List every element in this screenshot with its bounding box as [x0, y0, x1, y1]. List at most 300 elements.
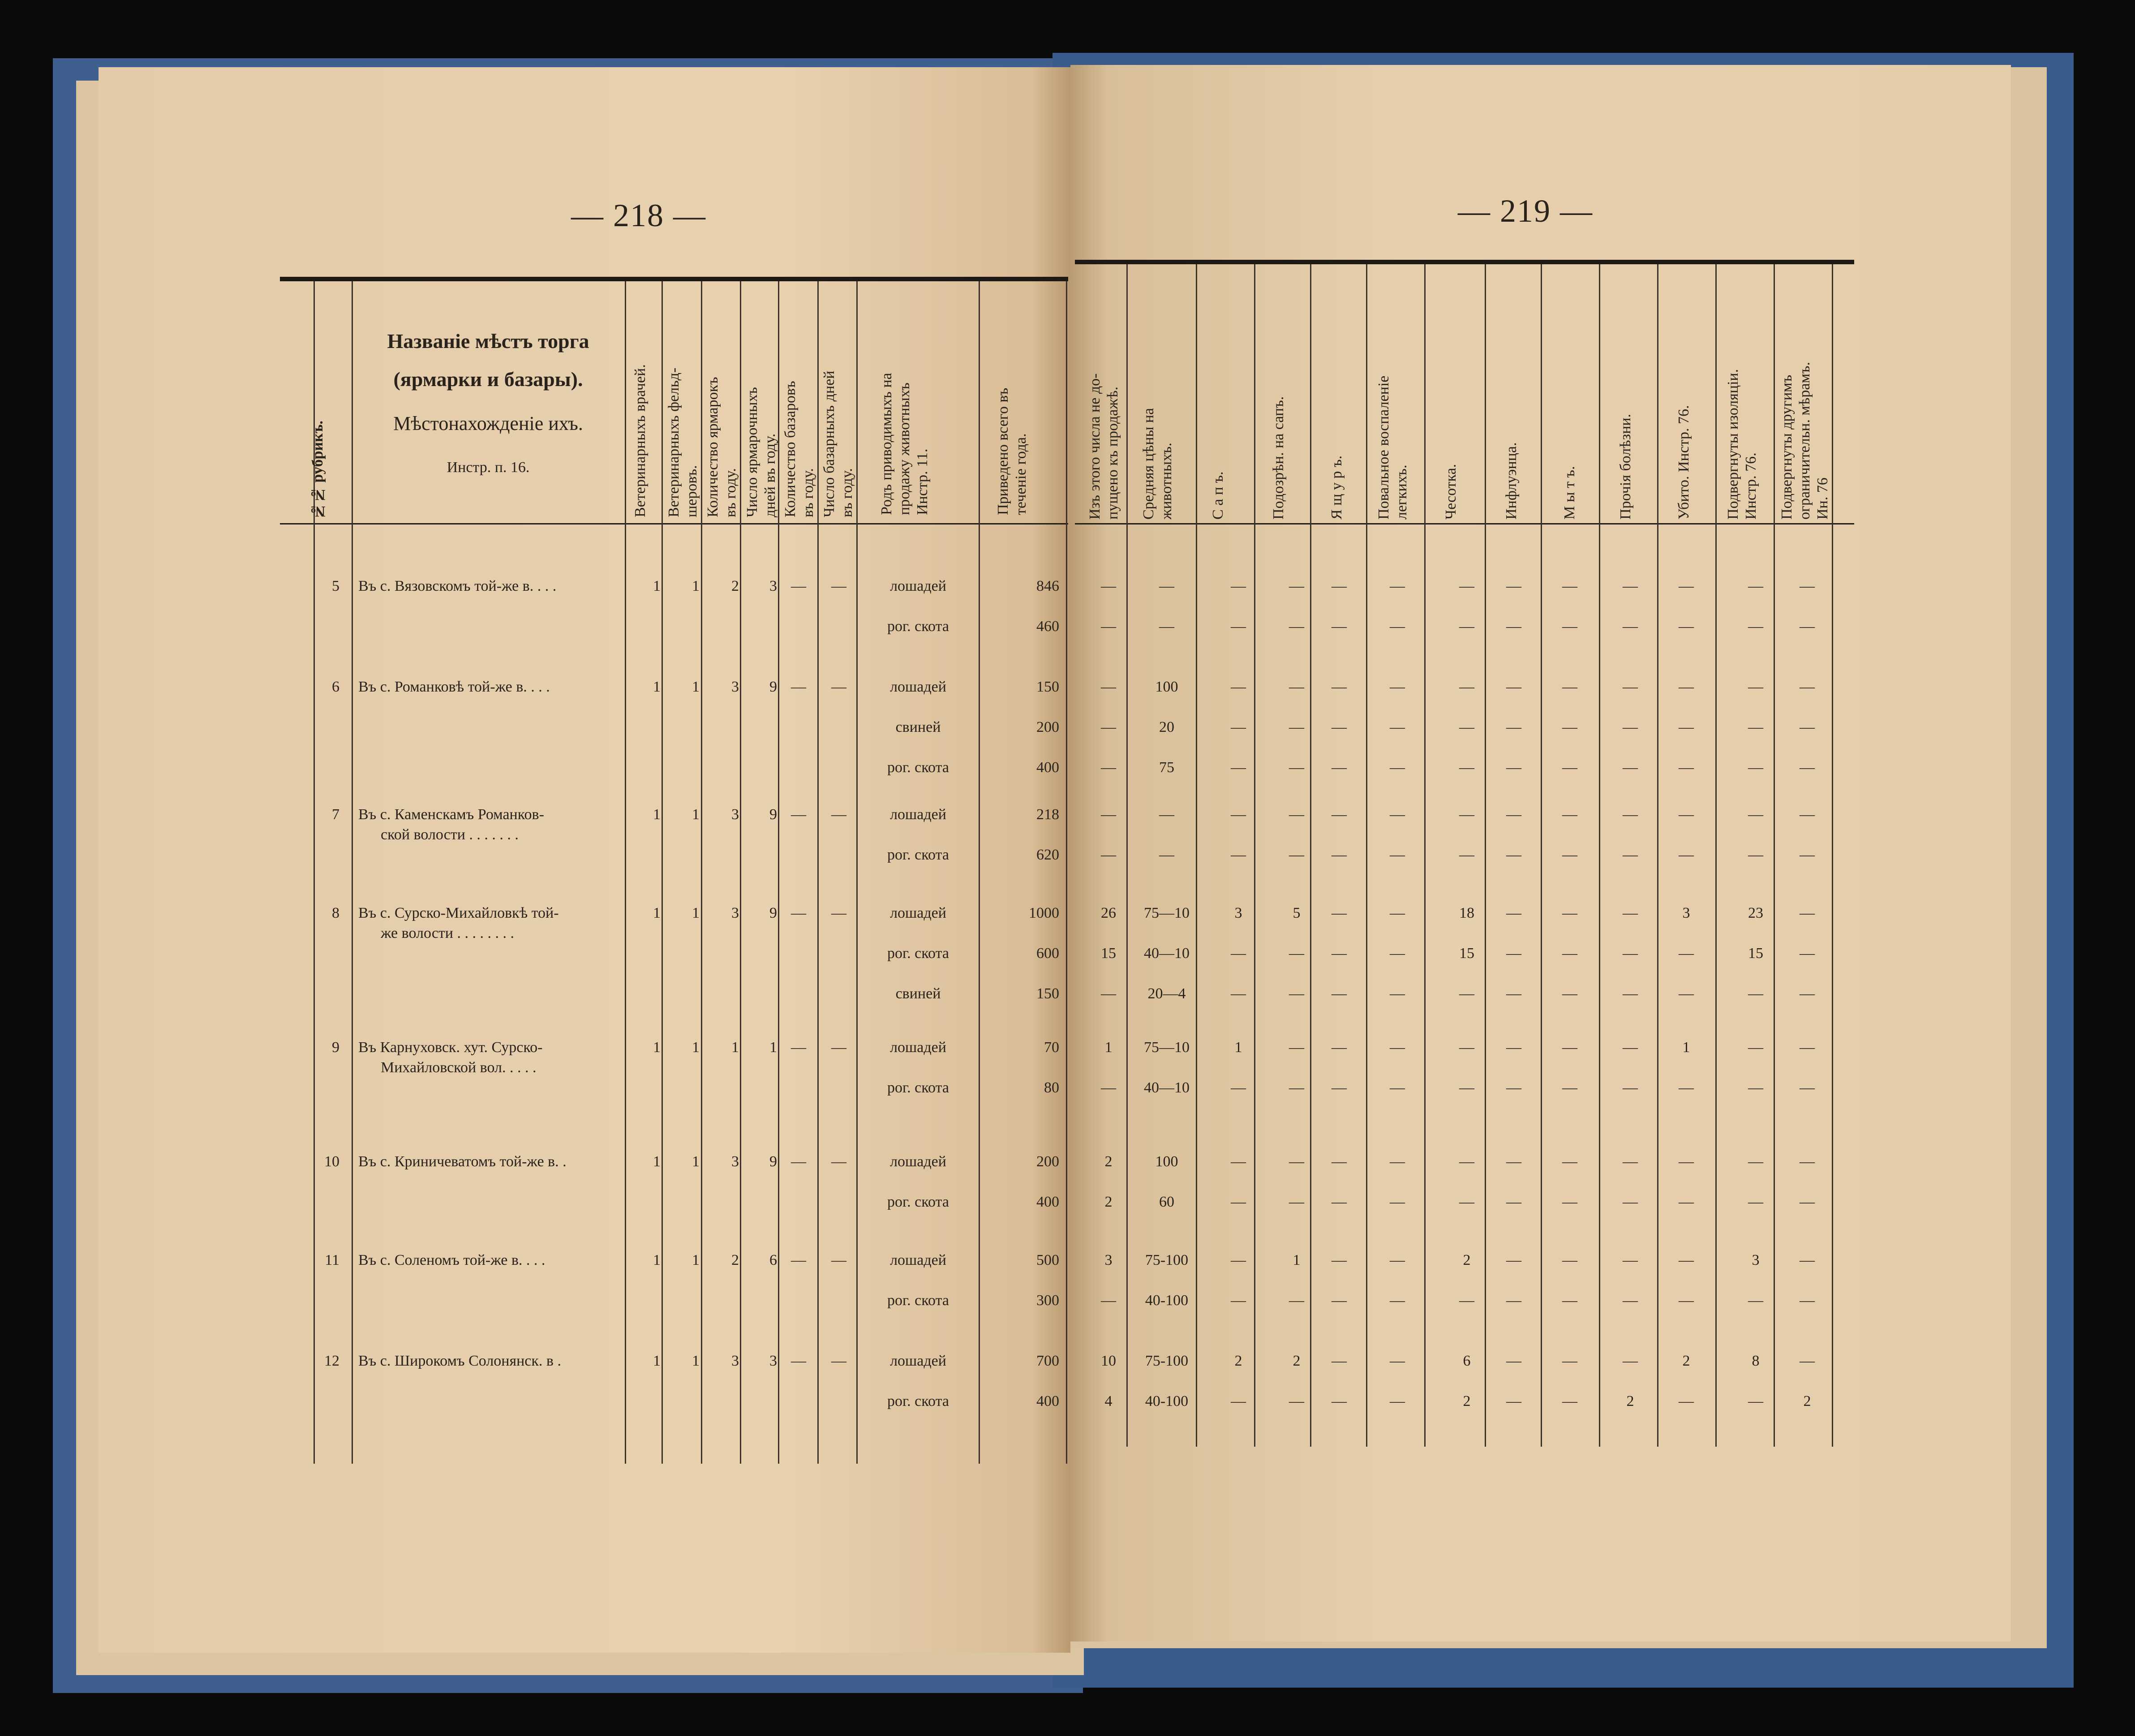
right-cell: —	[1231, 945, 1246, 962]
right-cell: —	[1289, 1292, 1304, 1309]
right-cell: —	[1332, 1252, 1347, 1268]
right-cell: —	[1231, 1252, 1246, 1268]
right-cell: —	[1562, 985, 1577, 1002]
right-cell: 40—10	[1144, 945, 1190, 962]
right-cell: —	[1800, 618, 1815, 635]
right-cell: —	[1679, 1252, 1694, 1268]
column-divider	[1196, 264, 1197, 1447]
right-cell: —	[1101, 985, 1116, 1002]
right-cell: —	[1623, 679, 1638, 695]
header-fairs-count: Количество ярмарокъ въ году.	[705, 377, 739, 517]
right-cell: —	[1679, 679, 1694, 695]
cell-vd: 1	[653, 679, 661, 695]
right-cell: —	[1506, 759, 1521, 776]
cell-fd: 3	[769, 1353, 777, 1369]
right-cell: 40-100	[1145, 1292, 1189, 1309]
cell-bc: —	[791, 1353, 806, 1369]
right-cell: —	[1562, 1292, 1577, 1309]
column-divider	[1126, 264, 1128, 1447]
right-cell: —	[1562, 1194, 1577, 1210]
cell-bc: —	[791, 679, 806, 695]
place-name-cont: ской волости . . . . . . .	[381, 826, 519, 843]
right-cell: 3	[1752, 1252, 1760, 1268]
animal-kind: лошадей	[890, 1153, 946, 1170]
right-cell: —	[1748, 719, 1763, 735]
cell-fc: 3	[731, 806, 739, 823]
right-cell: —	[1390, 1153, 1405, 1170]
right-cell: —	[1679, 618, 1694, 635]
right-cell: —	[1562, 905, 1577, 921]
right-cell: —	[1231, 806, 1246, 823]
animal-kind: рог. скота	[887, 1079, 949, 1096]
right-cell: —	[1332, 985, 1347, 1002]
column-divider	[740, 281, 741, 1464]
right-page-number: — 219 —	[1458, 193, 1593, 229]
right-cell: —	[1459, 679, 1474, 695]
header-animal-kind: Родъ приводимыхъ на продажу животныхъ Инстр. 11.	[878, 373, 931, 515]
right-cell: —	[1506, 679, 1521, 695]
right-cell: —	[1623, 1252, 1638, 1268]
brought-total: 200	[1036, 1153, 1059, 1170]
right-cell: 5	[1293, 905, 1301, 921]
right-cell: —	[1459, 985, 1474, 1002]
column-divider	[1424, 264, 1426, 1447]
right-cell: —	[1289, 1079, 1304, 1096]
right-cell: 1	[1293, 1252, 1301, 1268]
brought-total: 200	[1036, 719, 1059, 735]
right-cell: —	[1332, 1153, 1347, 1170]
cell-vd: 1	[653, 1153, 661, 1170]
cell-fc: 3	[731, 679, 739, 695]
right-cell: —	[1506, 719, 1521, 735]
header-rubric: №№ рубрикъ.	[309, 421, 326, 520]
brought-total: 400	[1036, 759, 1059, 776]
right-cell: —	[1289, 1039, 1304, 1056]
brought-total: 500	[1036, 1252, 1059, 1268]
right-cell: —	[1506, 985, 1521, 1002]
right-cell: —	[1231, 1153, 1246, 1170]
right-cell: 2	[1463, 1252, 1471, 1268]
right-cell: —	[1748, 847, 1763, 863]
right-cell: 2	[1463, 1393, 1471, 1409]
place-name-cont: Михайловской вол. . . . .	[381, 1059, 537, 1076]
right-cell: 2	[1234, 1353, 1242, 1369]
right-cell: —	[1800, 719, 1815, 735]
right-cell: —	[1231, 985, 1246, 1002]
right-cell: —	[1101, 806, 1116, 823]
right-cell: —	[1159, 618, 1174, 635]
right-cell: —	[1231, 847, 1246, 863]
right-cell: —	[1679, 1194, 1694, 1210]
right-cell: —	[1289, 806, 1304, 823]
header-killed: Убито. Инстр. 76.	[1675, 405, 1692, 520]
right-cell: 60	[1159, 1194, 1174, 1210]
cell-fc: 3	[731, 1353, 739, 1369]
rubric-number: 12	[324, 1353, 339, 1369]
right-cell: —	[1101, 679, 1116, 695]
cell-bc: —	[791, 905, 806, 921]
column-divider	[1541, 264, 1542, 1447]
right-cell: —	[1623, 806, 1638, 823]
column-divider	[1715, 264, 1717, 1447]
cell-vf: 1	[692, 806, 700, 823]
right-cell: —	[1748, 1194, 1763, 1210]
right-cell: —	[1562, 759, 1577, 776]
right-cell: 40-100	[1145, 1393, 1189, 1409]
right-cell: 75—10	[1144, 905, 1190, 921]
right-cell: —	[1748, 1079, 1763, 1096]
right-cell: 100	[1155, 1153, 1178, 1170]
cell-fd: 6	[769, 1252, 777, 1268]
right-cell: 1	[1234, 1039, 1242, 1056]
right-cell: —	[1289, 719, 1304, 735]
right-cell: —	[1506, 1353, 1521, 1369]
animal-kind: свиней	[895, 985, 941, 1002]
right-cell: —	[1332, 1194, 1347, 1210]
right-cell: —	[1679, 759, 1694, 776]
brought-total: 846	[1036, 578, 1059, 594]
right-cell: —	[1623, 945, 1638, 962]
header-chesotka: Чесотка.	[1443, 464, 1459, 520]
right-cell: —	[1332, 719, 1347, 735]
left-header-rule	[280, 523, 1068, 524]
right-cell: —	[1459, 618, 1474, 635]
animal-kind: рог. скота	[887, 759, 949, 776]
cell-bc: —	[791, 806, 806, 823]
right-cell: —	[1231, 1079, 1246, 1096]
brought-total: 400	[1036, 1194, 1059, 1210]
cell-vf: 1	[692, 1039, 700, 1056]
brought-total: 218	[1036, 806, 1059, 823]
header-bazaar-days: Число базарныхъ дней въ году.	[821, 370, 855, 517]
column-divider	[1599, 264, 1600, 1447]
right-cell: 40—10	[1144, 1079, 1190, 1096]
right-top-rule	[1075, 260, 1854, 264]
right-cell: —	[1506, 1292, 1521, 1309]
right-cell: 20—4	[1147, 985, 1186, 1002]
cell-fd: 3	[769, 578, 777, 594]
right-cell: 20	[1159, 719, 1174, 735]
right-cell: —	[1623, 1292, 1638, 1309]
right-cell: —	[1800, 1252, 1815, 1268]
right-cell: —	[1390, 618, 1405, 635]
right-cell: 3	[1682, 905, 1690, 921]
right-cell: 18	[1459, 905, 1474, 921]
brought-total: 460	[1036, 618, 1059, 635]
right-cell: 10	[1101, 1353, 1116, 1369]
place-name: Въ Карнуховск. хут. Сурско-	[358, 1039, 543, 1056]
right-cell: 75—10	[1144, 1039, 1190, 1056]
brought-total: 80	[1044, 1079, 1059, 1096]
right-cell: —	[1231, 1393, 1246, 1409]
right-cell: —	[1679, 1153, 1694, 1170]
rubric-number: 8	[332, 905, 339, 921]
cell-fd: 9	[769, 905, 777, 921]
right-cell: 2	[1293, 1353, 1301, 1369]
header-influenza: Инфлуэнца.	[1503, 442, 1520, 520]
right-cell: —	[1289, 1153, 1304, 1170]
right-cell: —	[1332, 1039, 1347, 1056]
header-avg-price: Средняя цѣны на животныхъ.	[1140, 408, 1175, 520]
place-name: Въ с. Каменскамъ Романков-	[358, 806, 544, 823]
animal-kind: рог. скота	[887, 847, 949, 863]
rubric-number: 11	[325, 1252, 339, 1268]
right-cell: —	[1390, 806, 1405, 823]
right-cell: —	[1390, 1393, 1405, 1409]
header-myt: М ы т ъ.	[1561, 466, 1578, 520]
cell-vf: 1	[692, 679, 700, 695]
cell-bc: —	[791, 1153, 806, 1170]
header-suspect-sap: Подозрѣн. на сапъ.	[1270, 396, 1287, 520]
cell-vf: 1	[692, 905, 700, 921]
brought-total: 70	[1044, 1039, 1059, 1056]
right-cell: —	[1332, 847, 1347, 863]
right-cell: —	[1332, 1292, 1347, 1309]
column-divider	[817, 281, 819, 1464]
right-cell: —	[1623, 1194, 1638, 1210]
rubric-number: 10	[324, 1153, 339, 1170]
right-cell: —	[1679, 945, 1694, 962]
right-cell: —	[1332, 1079, 1347, 1096]
right-cell: —	[1231, 578, 1246, 594]
right-cell: —	[1800, 905, 1815, 921]
right-cell: —	[1459, 847, 1474, 863]
right-cell: —	[1289, 945, 1304, 962]
header-pleuro: Повальное воспаленіе легкихъ.	[1375, 375, 1410, 520]
cell-fc: 1	[731, 1039, 739, 1056]
right-cell: 15	[1748, 945, 1763, 962]
right-cell: —	[1800, 1292, 1815, 1309]
right-cell: —	[1101, 578, 1116, 594]
place-name-cont: же волости . . . . . . . .	[381, 925, 514, 941]
right-cell: —	[1459, 578, 1474, 594]
right-cell: 15	[1101, 945, 1116, 962]
right-cell: —	[1800, 1353, 1815, 1369]
right-cell: —	[1748, 618, 1763, 635]
animal-kind: свиней	[895, 719, 941, 735]
column-divider	[979, 281, 980, 1464]
right-cell: —	[1332, 618, 1347, 635]
column-divider	[1657, 264, 1658, 1447]
right-cell: —	[1562, 578, 1577, 594]
right-cell: —	[1332, 578, 1347, 594]
right-cell: 8	[1752, 1353, 1760, 1369]
column-divider	[1310, 264, 1311, 1447]
cell-fc: 3	[731, 905, 739, 921]
right-cell: —	[1390, 945, 1405, 962]
right-cell: —	[1623, 1039, 1638, 1056]
right-cell: —	[1289, 1194, 1304, 1210]
cell-fc: 2	[731, 578, 739, 594]
right-cell: —	[1332, 806, 1347, 823]
right-header-rule	[1075, 523, 1854, 524]
column-divider	[1366, 264, 1367, 1447]
place-name: Въ с. Криничеватомъ той-же в. .	[358, 1153, 567, 1170]
animal-kind: рог. скота	[887, 1393, 949, 1409]
right-cell: —	[1506, 905, 1521, 921]
right-cell: —	[1562, 1153, 1577, 1170]
right-cell: —	[1390, 1252, 1405, 1268]
animal-kind: лошадей	[890, 1252, 946, 1268]
right-cell: —	[1390, 679, 1405, 695]
cell-fd: 9	[769, 1153, 777, 1170]
cell-bc: —	[791, 578, 806, 594]
right-cell: —	[1101, 719, 1116, 735]
brought-total: 400	[1036, 1393, 1059, 1409]
right-cell: —	[1231, 719, 1246, 735]
right-cell: —	[1459, 1153, 1474, 1170]
right-cell: —	[1390, 985, 1405, 1002]
cell-bd: —	[831, 1039, 846, 1056]
right-cell: —	[1800, 806, 1815, 823]
right-cell: 75-100	[1145, 1252, 1189, 1268]
right-cell: —	[1289, 618, 1304, 635]
right-cell: 3	[1234, 905, 1242, 921]
right-cell: —	[1506, 806, 1521, 823]
right-cell: —	[1623, 618, 1638, 635]
right-cell: —	[1231, 618, 1246, 635]
right-cell: —	[1390, 1353, 1405, 1369]
rubric-number: 5	[332, 578, 339, 594]
header-sap: С а п ъ.	[1210, 471, 1226, 520]
column-divider	[352, 281, 353, 1464]
column-divider	[1066, 281, 1067, 1464]
right-cell: 2	[1626, 1393, 1634, 1409]
right-cell: 6	[1463, 1353, 1471, 1369]
right-cell: —	[1748, 1393, 1763, 1409]
rubric-number: 9	[332, 1039, 339, 1056]
right-cell: 23	[1748, 905, 1763, 921]
cell-vf: 1	[692, 1252, 700, 1268]
cell-bd: —	[831, 1353, 846, 1369]
right-cell: —	[1623, 985, 1638, 1002]
animal-kind: рог. скота	[887, 1292, 949, 1309]
right-cell: —	[1623, 1353, 1638, 1369]
right-cell: —	[1159, 806, 1174, 823]
cell-vd: 1	[653, 1039, 661, 1056]
right-cell: —	[1289, 759, 1304, 776]
right-cell: —	[1562, 1393, 1577, 1409]
right-cell: —	[1459, 806, 1474, 823]
right-cell: —	[1562, 618, 1577, 635]
right-cell: —	[1390, 1292, 1405, 1309]
right-cell: —	[1562, 1252, 1577, 1268]
header-yashchur: Я щ у р ъ.	[1328, 455, 1345, 520]
header-title-line3: Мѣстонахожденіе ихъ.	[393, 413, 583, 434]
right-cell: —	[1679, 1079, 1694, 1096]
right-cell: —	[1562, 719, 1577, 735]
place-name: Въ с. Сурско-Михайловкѣ той-	[358, 905, 559, 921]
right-cell: —	[1800, 847, 1815, 863]
right-cell: —	[1390, 719, 1405, 735]
cell-vd: 1	[653, 905, 661, 921]
right-cell: —	[1506, 1393, 1521, 1409]
right-cell: —	[1506, 618, 1521, 635]
right-cell: —	[1390, 759, 1405, 776]
header-fair-days: Число ярмарочныхъ дней въ году.	[744, 387, 778, 517]
right-cell: —	[1679, 847, 1694, 863]
place-name: Въ с. Соленомъ той-же в. . . .	[358, 1252, 546, 1268]
right-cell: —	[1562, 1039, 1577, 1056]
right-cell: —	[1800, 945, 1815, 962]
left-page-number: — 218 —	[571, 198, 706, 233]
left-top-rule	[280, 277, 1068, 281]
rubric-number: 6	[332, 679, 339, 695]
animal-kind: лошадей	[890, 905, 946, 921]
right-cell: —	[1506, 1252, 1521, 1268]
right-cell: —	[1562, 847, 1577, 863]
right-cell: —	[1800, 578, 1815, 594]
cell-bc: —	[791, 1252, 806, 1268]
place-name: Въ с. Широкомъ Солонянск. в .	[358, 1353, 561, 1369]
right-cell: —	[1332, 945, 1347, 962]
right-cell: —	[1332, 1353, 1347, 1369]
column-divider	[856, 281, 858, 1464]
header-title-line2: (ярмарки и базары).	[393, 368, 583, 391]
right-cell: —	[1506, 847, 1521, 863]
right-cell: —	[1289, 578, 1304, 594]
cell-vf: 1	[692, 1353, 700, 1369]
right-cell: 3	[1104, 1252, 1113, 1268]
right-cell: —	[1562, 679, 1577, 695]
brought-total: 1000	[1029, 905, 1059, 921]
cell-vd: 1	[653, 578, 661, 594]
header-title-line1: Названіе мѣстъ торга	[387, 330, 589, 352]
column-divider	[1832, 264, 1833, 1447]
cell-bd: —	[831, 578, 846, 594]
right-cell: 2	[1803, 1393, 1811, 1409]
place-name: Въ с. Вязовскомъ той-же в. . . .	[358, 578, 557, 594]
right-cell: —	[1289, 847, 1304, 863]
right-cell: 1	[1104, 1039, 1113, 1056]
right-cell: —	[1159, 578, 1174, 594]
right-cell: —	[1332, 905, 1347, 921]
right-cell: —	[1459, 759, 1474, 776]
right-cell: —	[1506, 1039, 1521, 1056]
header-other-measures: Подвергнуты другимъ ограничительн. мѣрамъ. Ин. 76	[1778, 361, 1831, 520]
right-cell: —	[1623, 905, 1638, 921]
column-divider	[1774, 264, 1775, 1447]
right-cell: 2	[1104, 1194, 1113, 1210]
right-cell: —	[1748, 759, 1763, 776]
column-divider	[1254, 264, 1255, 1447]
header-brought-total: Приведено всего въ теченіе года.	[995, 387, 1029, 515]
right-cell: —	[1231, 679, 1246, 695]
animal-kind: рог. скота	[887, 1194, 949, 1210]
right-cell: —	[1101, 759, 1116, 776]
right-cell: —	[1506, 1194, 1521, 1210]
right-cell: —	[1800, 1194, 1815, 1210]
right-cell: —	[1231, 759, 1246, 776]
right-cell: —	[1159, 847, 1174, 863]
header-title-line4: Инстр. п. 16.	[447, 459, 530, 476]
right-cell: —	[1390, 1079, 1405, 1096]
column-divider	[1485, 264, 1486, 1447]
right-cell: 4	[1104, 1393, 1113, 1409]
brought-total: 600	[1036, 945, 1059, 962]
right-cell: —	[1562, 1079, 1577, 1096]
brought-total: 300	[1036, 1292, 1059, 1309]
animal-kind: лошадей	[890, 1353, 946, 1369]
right-cell: 75	[1159, 759, 1174, 776]
cell-vf: 1	[692, 578, 700, 594]
right-cell: —	[1679, 806, 1694, 823]
right-cell: —	[1332, 759, 1347, 776]
right-cell: —	[1289, 679, 1304, 695]
right-cell: —	[1679, 1393, 1694, 1409]
animal-kind: рог. скота	[887, 618, 949, 635]
right-cell: —	[1800, 759, 1815, 776]
